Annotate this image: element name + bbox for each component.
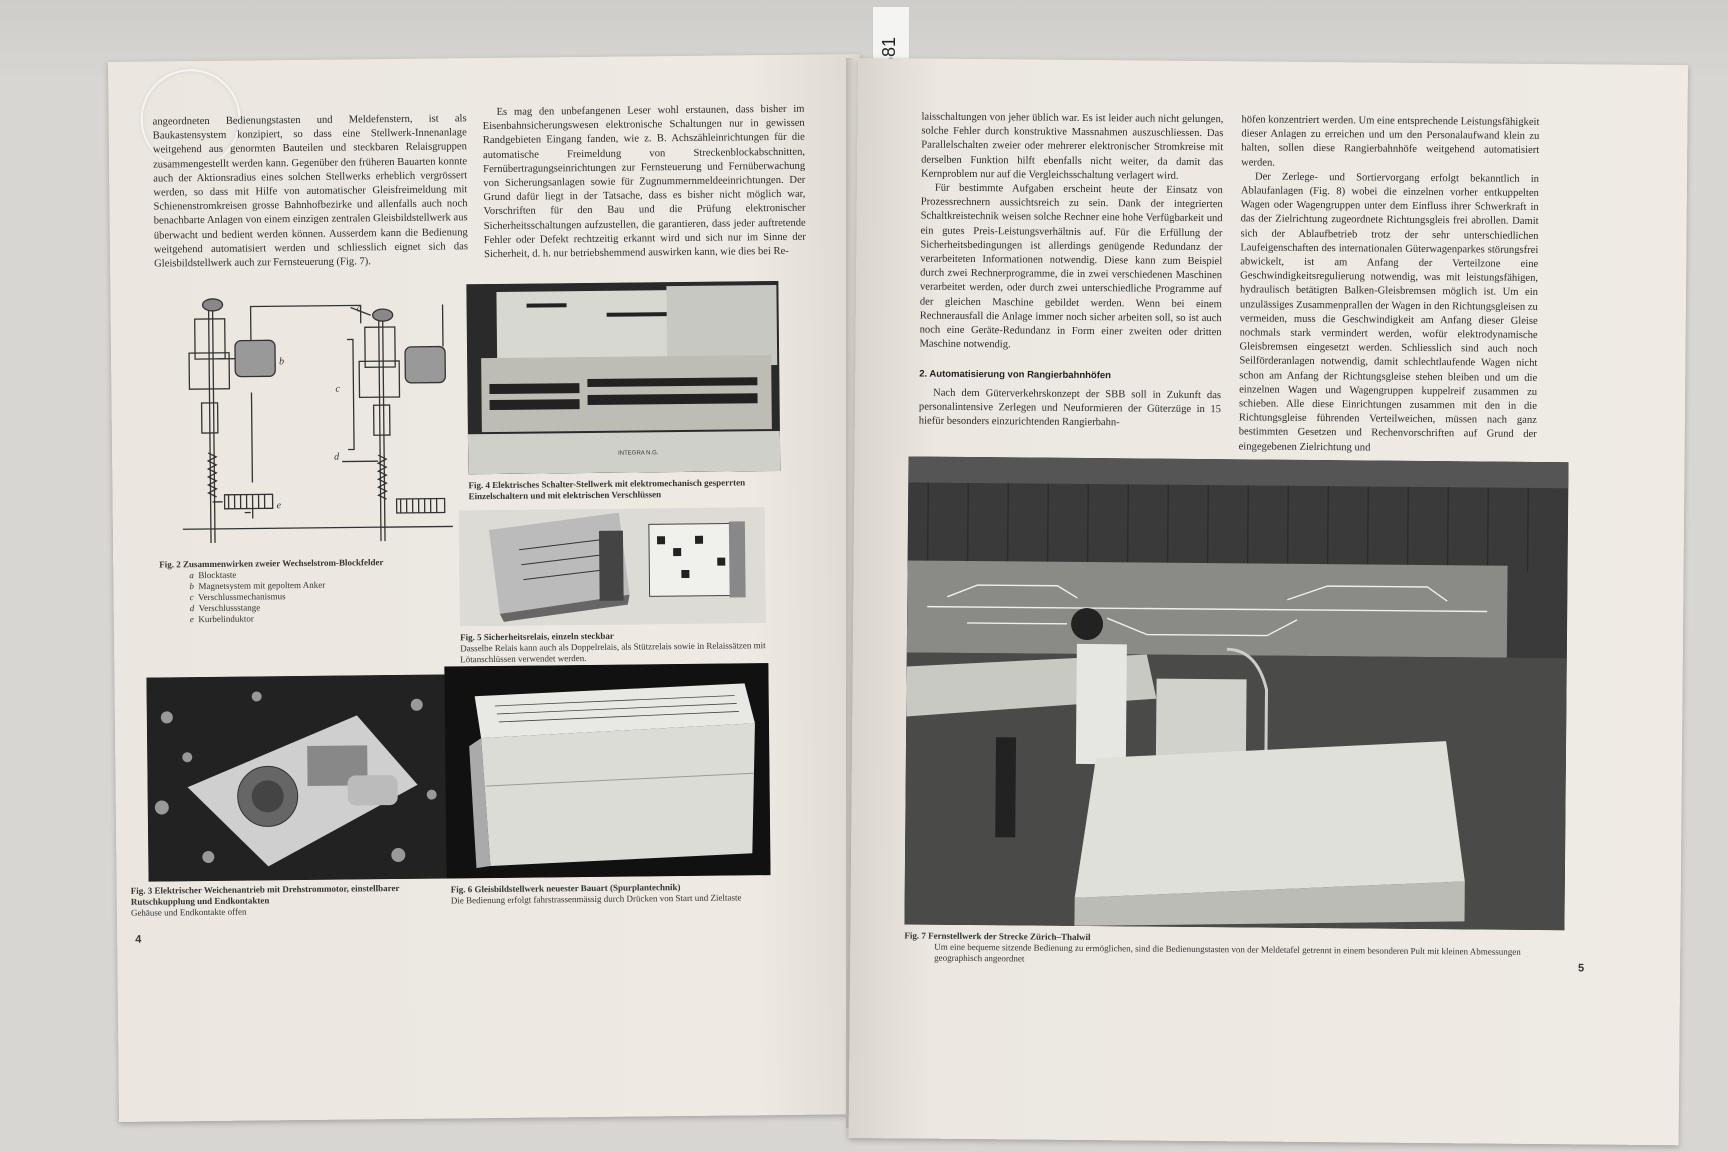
page-number-right: 5 xyxy=(1578,962,1585,975)
right-column-1 xyxy=(919,111,1223,355)
fig2-legend xyxy=(189,567,460,625)
body-text: höfen konzentriert werden. Um eine entsprechende Leistungsfähigkeit dieser Anlagen zu erreichen und um den Personalaufwand klein zu halten, sollen diese Rangierbahnhöfe weitgehend automatisiert werden. xyxy=(1241,114,1540,169)
legend-item: a Blocktaste xyxy=(189,569,237,581)
label-c: c xyxy=(335,383,340,395)
fig6-title: Fig. 6 Gleisbildstellwerk neuester Bauart (Spurplantechnik) xyxy=(450,882,681,895)
label-e: e xyxy=(276,500,282,512)
fig6-caption xyxy=(451,881,761,906)
fig5-illustration xyxy=(459,507,766,626)
fig7-caption xyxy=(904,930,1564,969)
legend-item: b Magnetsystem mit gepoltem Anker xyxy=(189,579,326,592)
page-number-left: 4 xyxy=(135,933,142,946)
left-column-1 xyxy=(153,112,469,272)
fig4-illustration xyxy=(466,281,780,474)
legend-item: c Verschlussmechanismus xyxy=(189,591,286,603)
section-heading: 2. Automatisierung von Rangierbahnhöfen xyxy=(919,368,1112,382)
body-text: laisschaltungen von jeher üblich war. Es ist leider auch nicht gelungen, solche Fehler durch konstruktive Massnahmen auszuschliessen. Das Parallelschalten zweier oder mehrerer elektronischer Stromkreise mit derselben Funktion hilft ebenfalls nicht weiter, da damit das Kernproblem nur auf die Vergleichsschaltung verlagert wird. xyxy=(920,111,1224,182)
body-text: Es mag den unbefangenen Leser wohl erstaunen, dass bisher im Eisenbahnsicherungswesen elektronische Schaltungen nur in gewissen Randgebieten Eingang fanden, wie z. B. Achszähleinrichtungen für die automatische Freimeldung von Streckenblockabschnitten, Fernübertragungseinrichtungen zur Fernsteuerung und Fernüberwachung von Sicherungsanlagen sowie für Zugnummernmeldeeinrichtungen. Der Grund dafür liegt in der Tatsache, dass es bisher nicht möglich war, Vorschriften für den Bau und die Prüfung elektronischer Sicherheitsschaltungen aufzustellen, die garantieren, dass jeder auftretende Fehler oder Defekt rechtzeitig erkannt wird und sich nur im Sinne der Sicherheit, d. h. nur betriebshemmend auswirken kann, wie dies bei Re- xyxy=(482,103,806,261)
fig2-blockfeld-diagram xyxy=(150,290,473,553)
label-a: a xyxy=(356,303,362,315)
legend-item: d Verschlussstange xyxy=(189,602,261,614)
fig7-title: Fig. 7 Fernstellwerk der Strecke Zürich–Thalwil xyxy=(904,930,1091,943)
fig5-photo xyxy=(459,507,766,626)
left-page xyxy=(108,54,871,1122)
right-column-1-cont xyxy=(919,387,1221,432)
fig4-photo xyxy=(466,281,780,474)
fig6-illustration xyxy=(444,663,770,878)
fig2-caption xyxy=(159,556,460,625)
right-page xyxy=(849,58,1688,1145)
body-text: Für bestimmte Aufgaben erscheint heute der Einsatz von Prozessrechnern aussichtsreich zu sein. Dank der integrierten Schaltkreistechnik weisen solche Rechner eine hohe Verfügbarkeit und ein gutes Preis-Leistungsverhältnis auf. Für die Erfüllung der Sicherheitsbedingungen ist allerdings genügende Redundanz der verarbeiteten Informationen notwendig. Diese kann zum Beispiel durch zwei Rechnerprogramme, die in zwei verschiedenen Maschinen verarbeitet werden, oder durch zwei unterschiedliche Programme auf der gleichen Maschine gebildet werden. Wenn bei einem Rechnerausfall die Anlage immer noch sicher arbeiten soll, so ist auch noch eine Geräte-Redundanz in Form einer zweiten oder dritten Maschine notwendig. xyxy=(919,182,1223,351)
fig3-photo xyxy=(146,674,448,881)
left-column-2 xyxy=(482,103,806,263)
fig3-title: Fig. 3 Elektrischer Weichenantrieb mit Drehstrommotor, einstellbarer Rutschkupplung und Endkontakten xyxy=(130,882,400,907)
fig7-photo xyxy=(904,456,1568,930)
fig2-title: Fig. 2 Zusammenwirken zweier Wechselstrom-Blockfelder xyxy=(159,557,384,570)
label-b: b xyxy=(279,356,285,368)
fig7-text: Um eine bequeme sitzende Bedienung zu ermöglichen, sind die Bedienungstasten von der Meldetafel getrennt in einem besonderen Pult mit kleinen Abmessungen geographisch angeordnet xyxy=(934,941,1521,964)
fig6-text: Die Bedienung erfolgt fahrstrassenmässig durch Drücken von Start und Zieltaste xyxy=(450,892,742,906)
right-column-2 xyxy=(1239,113,1540,456)
fig5-text: Dasselbe Relais kann auch als Doppelrelais, als Stützrelais sowie in Relaissätzen mit Lötanschlüssen verwendet werden. xyxy=(460,640,766,665)
fig3-caption xyxy=(131,883,431,919)
fig6-photo xyxy=(444,663,770,878)
legend-item: e Kurbelinduktor xyxy=(189,613,254,625)
fig7-illustration xyxy=(904,456,1568,930)
body-text: angeordneten Bedienungstasten und Meldefenstern, ist als Baukastensystem konzipiert, so dass eine Stellwerk-Innenanlage weitgehend aus genormten Bauteilen und steckbaren Relaisgruppen zusammengestellt werden kann. Gegenüber den früheren Bauarten konnte auch der Aktionsradius eines solchen Stellwerks erheblich vergrössert werden, so dass mit Hilfe von automatischer Gleisfreimeldung mit Schienenstromkreisen grosse Bahnhofbezirke und allenfalls auch noch benachbarte Anlagen von einem einzigen zentralen Gleisbildstellwerk aus überwacht und bedient werden können. Ausserdem kann die Bedienung weitgehend automatisiert werden und schliesslich eignet sich das Gleisbildstellwerk auch zur Fernsteuerung (Fig. 7). xyxy=(152,113,469,270)
fig4-caption xyxy=(468,477,780,502)
fig4-title: Fig. 4 Elektrisches Schalter-Stellwerk mit elektromechanisch gesperrten Einzelschaltern und mit elektrischen Verschlüssen xyxy=(468,477,746,502)
fig3-illustration xyxy=(146,674,448,881)
body-text: Nach dem Güterverkehrskonzept der SBB soll in Zukunft das personalintensive Zerlegen und Neuformieren der Güterzüge in 15 hiefür besonders einzurichtenden Rangierbahn- xyxy=(918,387,1222,429)
fig5-caption xyxy=(460,629,770,665)
fig5-title: Fig. 5 Sicherheitsrelais, einzeln steckbar xyxy=(459,630,614,643)
label-d: d xyxy=(334,451,340,463)
fig3-text: Gehäuse und Endkontakte offen xyxy=(130,906,247,918)
fig4-panel-label: INTEGRA N.G. xyxy=(618,450,659,457)
body-text: Der Zerlege- und Sortiervorgang erfolgt bekanntlich in Ablaufanlagen (Fig. 8) wobei die einzelnen vorher entkuppelten Wagen oder Wagengruppen unter dem Einfluss ihrer Schwerkraft in das der Zielrichtung zugeordnete Richtungsgleis frei abrollen. Damit sich der Ablaufbetrieb trotz der sehr unterschiedlichen Laufeigenschaften des internationalen Güterwagenparkes störungsfrei abwickelt, ist am Anfang der Verteilzone eine Geschwindigkeitsregulierung notwendig, was mit leistungsfähigen, hydraulisch betätigten Balken-Gleisbremsen möglich ist. Um ein unzulässiges Zusammenprallen der Wagen in den Richtungsgleisen zu vermeiden, muss die Geschwindigkeit am Anfang dieser Gleise nochmals stark vermindert werden, wofür elektrodynamische Gleisbremsen eingesetzt werden. Schliesslich sind auch noch Seilförderanlagen notwendig, damit schlechtlaufende Wagen nicht schon am Anfang der Richtungsgleise stehen bleiben und um die einzelnen Wagen und Wagengruppen kuppelreif zusammen zu schieben. Alle diese Einrichtungen zusammen mit den in die Richtungsgleise führenden Verteilweichen, müssen nach ganz bestimmten Gesetzen und Rechenvorschriften auf Grund der eingegebenen Zielrichtung und xyxy=(1238,171,1540,454)
